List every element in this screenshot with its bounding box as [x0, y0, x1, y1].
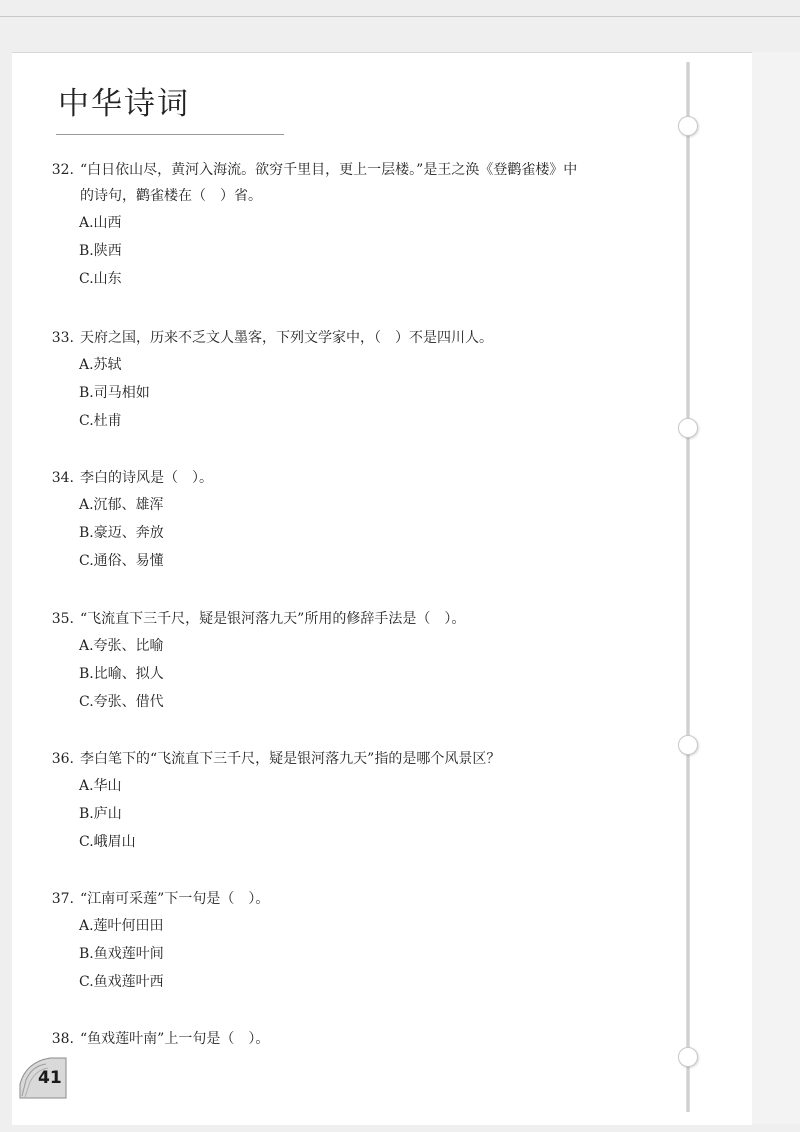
page-margin-strip — [752, 52, 800, 1124]
question-number: 34. — [51, 470, 74, 486]
option-a[interactable]: A.苏轼 — [79, 357, 122, 373]
option-b[interactable]: B.陕西 — [79, 243, 122, 259]
option-b[interactable]: B.庐山 — [79, 806, 122, 822]
question-number: 36. — [51, 751, 74, 767]
option-b[interactable]: B.豪迈、奔放 — [79, 525, 164, 541]
question-32 — [48, 157, 648, 293]
option-a[interactable]: A.沉郁、雄浑 — [79, 497, 164, 513]
question-text: 李白的诗风是（ ）。 — [80, 470, 213, 486]
question-number: 38. — [51, 1031, 74, 1047]
binding-ring-icon — [678, 116, 698, 136]
question-text-continued: 的诗句，鹳雀楼在（ ）省。 — [80, 188, 262, 204]
option-c[interactable]: C.通俗、易懂 — [79, 553, 164, 569]
question-stem — [48, 465, 648, 491]
question-stem — [48, 325, 648, 351]
binding-spine — [686, 62, 690, 1112]
question-number: 32. — [51, 162, 74, 178]
question-34 — [48, 465, 648, 575]
option-a[interactable]: A.夸张、比喻 — [79, 638, 164, 654]
option-c[interactable]: C.杜甫 — [79, 413, 122, 429]
title-underline — [56, 134, 284, 135]
question-number: 37. — [51, 891, 74, 907]
option-c[interactable]: C.夸张、借代 — [79, 694, 164, 710]
option-c[interactable]: C.山东 — [79, 271, 122, 287]
option-b[interactable]: B.司马相如 — [79, 385, 150, 401]
question-stem — [48, 886, 648, 912]
page-number: 41 — [38, 1068, 62, 1088]
question-stem — [48, 746, 648, 772]
question-text: “飞流直下三千尺，疑是银河落九天”所用的修辞手法是（ ）。 — [80, 611, 466, 627]
option-c[interactable]: C.鱼戏莲叶西 — [79, 974, 164, 990]
binding-ring-icon — [678, 418, 698, 438]
question-text: 李白笔下的“飞流直下三千尺，疑是银河落九天”指的是哪个风景区？ — [80, 751, 501, 767]
question-text: “白日依山尽，黄河入海流。欲穷千里目，更上一层楼。”是王之涣《登鹳雀楼》中 — [80, 162, 578, 178]
question-number: 33. — [51, 330, 74, 346]
question-33 — [48, 325, 648, 435]
binding-ring-icon — [678, 735, 698, 755]
question-stem — [48, 606, 648, 632]
question-37 — [48, 886, 648, 996]
page-number-tab — [16, 1054, 68, 1100]
option-a[interactable]: A.山西 — [79, 215, 122, 231]
question-36 — [48, 746, 648, 856]
option-a[interactable]: A.华山 — [79, 778, 122, 794]
question-stem — [48, 157, 648, 183]
question-text: “江南可采莲”下一句是（ ）。 — [80, 891, 270, 907]
page-title: 中华诗词 — [58, 86, 190, 122]
question-text: 天府之国，历来不乏文人墨客，下列文学家中，（ ）不是四川人。 — [80, 330, 493, 346]
question-text: “鱼戏莲叶南”上一句是（ ）。 — [80, 1031, 270, 1047]
option-b[interactable]: B.比喻、拟人 — [79, 666, 164, 682]
option-a[interactable]: A.莲叶何田田 — [79, 918, 164, 934]
question-stem — [48, 1026, 648, 1052]
binding-ring-icon — [678, 1047, 698, 1067]
scan-edge-line — [0, 16, 800, 17]
option-c[interactable]: C.峨眉山 — [79, 834, 136, 850]
question-35 — [48, 606, 648, 716]
option-b[interactable]: B.鱼戏莲叶间 — [79, 946, 164, 962]
question-number: 35. — [51, 611, 74, 627]
question-38 — [48, 1026, 648, 1052]
